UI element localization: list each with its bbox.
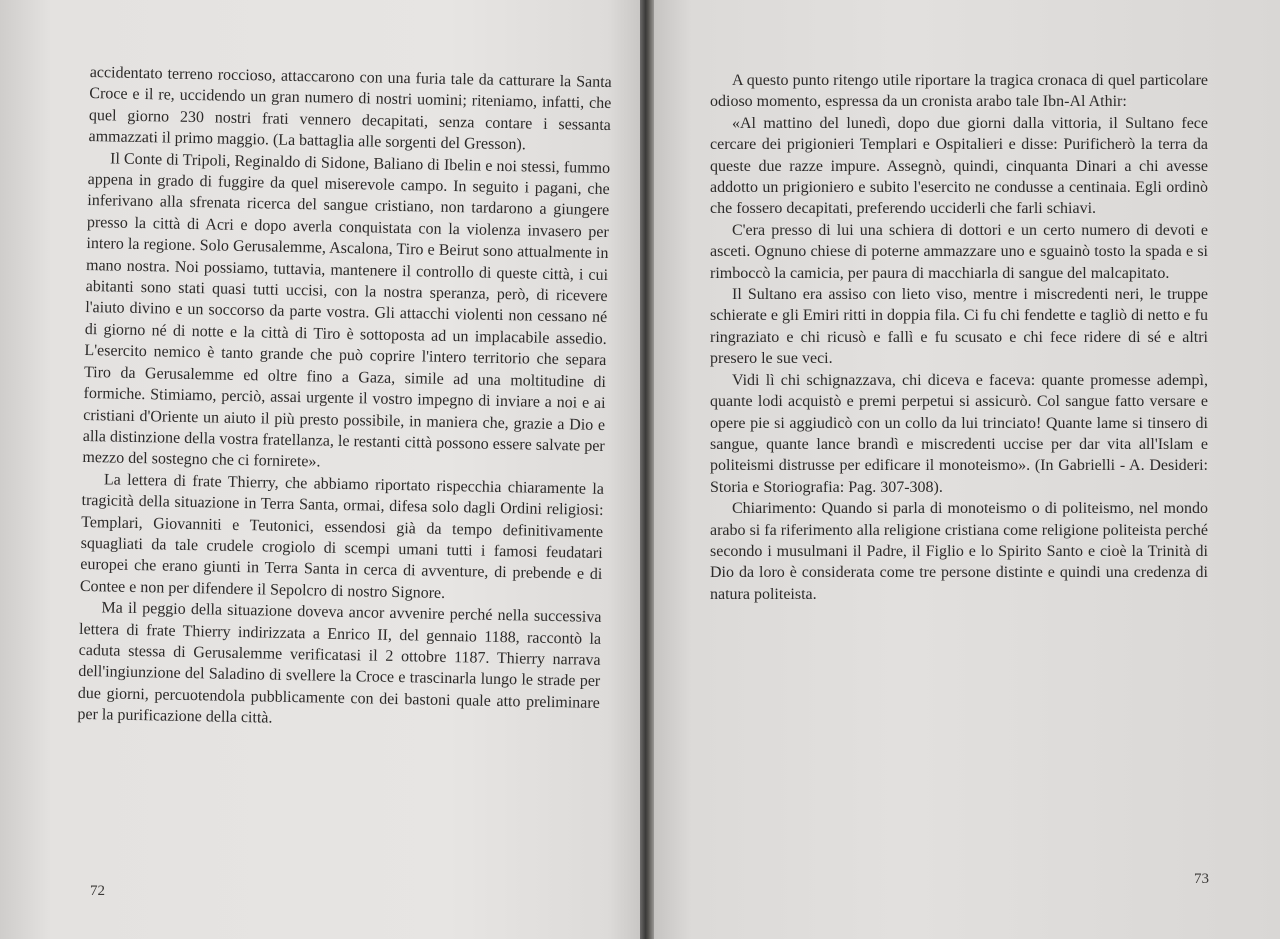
paragraph: Il Conte di Tripoli, Reginaldo di Sidone, Baliano di Ibelin e noi stessi, fummo appena in grado di fuggire da quel miserevole campo. In seguito i pagani, che inferivano alla sfrenata ricerca del sangue cristiano, non tardarono a giungere presso la città di Acri e dopo averla conquistata con la violenza invasero per intero la regione. Solo Gerusalemme, Ascalona, Tiro e Beirut sono attualmente in mano nostra. Noi possiamo, tuttavia, mantenere il controllo di queste città, i cui abitanti sono stati quasi tutti uccisi, con la nostra speranza, però, di ricevere l'aiuto divino e un soccorso da parte vostra. Gli attacchi violenti non cessano né di giorno né di notte e la città di Tiro è sottoposta ad un implacabile assedio. L'esercito nemico è tanto grande che può coprire l'intero territorio che separa Tiro da Gerusalemme ed oltre fino a Gaza, simile ad una moltitudine di formiche. Stimiamo, perciò, assai urgente il vostro impegno di inviare a noi e ai cristiani d'Oriente un aiuto il più presto possibile, in maniera che, grazie a Dio e alla distinzione della vostra fratellanza, le restanti città possono essere salvate per mezzo del sostegno che ci fornirete».	[82, 150, 611, 471]
paragraph: Vidi lì chi schignazzava, chi diceva e faceva: quante promesse adempì, quante lodi acquistò e premi perpetui si assicurò. Col sangue fatto versare e opere pie si aggiudicò con un collo da lui trinciato! Quante lame si tinsero di sangue, quante lance brandì e miscredenti uccise per dar vita all'Islam e politeismi distrusse per edificare il monoteismo». (In Gabrielli - A. Desideri: Storia e Storiografia: Pag. 307-308).	[710, 371, 1208, 496]
right-page-text	[710, 70, 1208, 605]
paragraph: La lettera di frate Thierry, che abbiamo riportato rispecchia chiaramente la tragicità della situazione in Terra Santa, ormai, difesa solo dagli Ordini religiosi: Templari, Giovanniti e Teutonici, essendosi già da tempo definitivamente squagliati da tale crudele crogiolo di scempi umani tutti i famosi feudatari europei che erano giunti in Terra Santa in cerca di avventure, di prebende e di Contee e non per difendere il Sepolcro di nostro Signore.	[79, 471, 605, 602]
paragraph: «Al mattino del lunedì, dopo due giorni dalla vittoria, il Sultano fece cercare dei prigionieri Templari e Ospitalieri e disse: Purificherò la terra da queste due razze impure. Assegnò, quindi, cinquanta Dinari a chi avesse addotto un prigioniero e subito l'esercito ne condusse a centinaia. Egli ordinò che fossero decapitati, preferendo ucciderli che farli schiavi.	[710, 114, 1208, 218]
paragraph: Chiarimento: Quando si parla di monoteismo o di politeismo, nel mondo arabo si fa riferimento alla religione cristiana come religione politeista perché secondo i musulmani il Padre, il Figlio e lo Spirito Santo e cioè la Trinità di Dio da loro è considerata come tre persone distinte e quindi una credenza di natura politeista.	[710, 500, 1208, 603]
page-number-right: 73	[1194, 871, 1209, 887]
paragraph: Ma il peggio della situazione doveva ancor avvenire perché nella successiva lettera di frate Thierry indirizzata a Enrico II, del gennaio 1188, raccontò la caduta stessa di Gerusalemme verificatasi il 2 ottobre 1187. Thierry narrava dell'ingiunzione del Saladino di svellere la Croce e trascinarla lungo le strade per due giorni, percuotendola pubblicamente con dei bastoni quale atto preliminare per la purificazione della città.	[77, 599, 602, 727]
book-gutter	[640, 0, 654, 939]
left-page-text	[77, 62, 612, 735]
paragraph: C'era presso di lui una schiera di dottori e un certo numero di devoti e asceti. Ognuno chiese di poterne ammazzare uno e sguainò tosto la spada e si rimboccò la camicia, per paura di macchiarla di sangue del malcapitato.	[710, 221, 1208, 282]
paragraph: A questo punto ritengo utile riportare la tragica cronaca di quel particolare odioso momento, espressa da un cronista arabo tale Ibn-Al Athir:	[710, 72, 1208, 111]
right-page	[654, 0, 1280, 939]
paragraph: accidentato terreno roccioso, attaccarono con una furia tale da catturare la Santa Croce e il re, uccidendo un gran numero di nostri uomini; riteniamo, infatti, che quel giorno 230 nostri frati vennero decapitati, senza contare i sessanta ammazzati il primo maggio. (La battaglia alle sorgenti del Gresson).	[88, 63, 612, 154]
page-number-left: 72	[90, 883, 105, 899]
paragraph: Il Sultano era assiso con lieto viso, mentre i miscredenti neri, le truppe schierate e gli Emiri ritti in doppia fila. Ci fu chi fendette e tagliò di netto e fu ringraziato e chi ricusò e fallì e fu scusato e chi fece ridere di sé e altri presero le sue veci.	[710, 286, 1208, 368]
